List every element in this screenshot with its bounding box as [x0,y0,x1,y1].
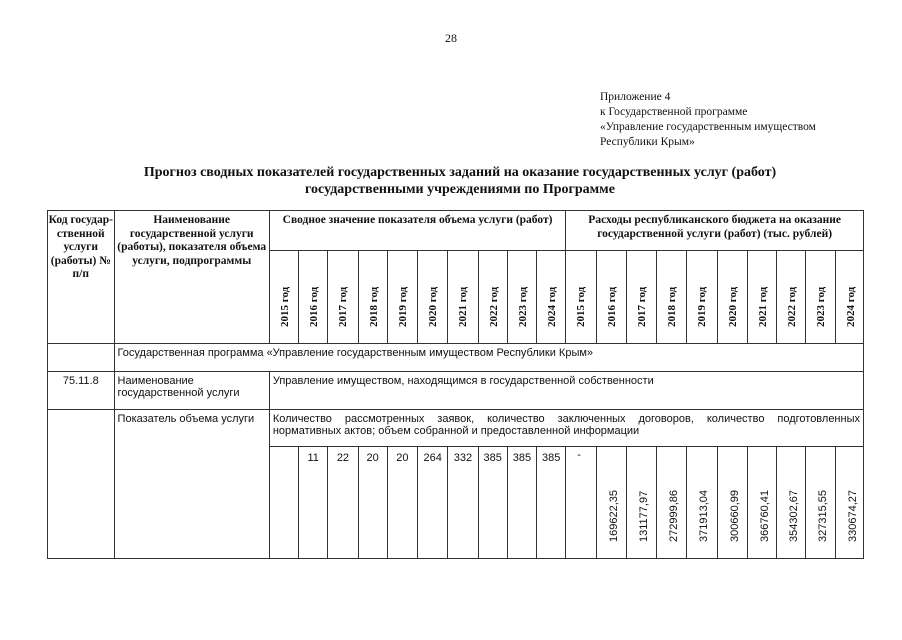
year-label: 2021 год [457,286,470,327]
expense-number: 131177,97 [637,490,650,542]
expense-year-header [747,251,776,344]
service-label: Наименование государственной услуги [114,372,269,410]
year-label: 2018 год [367,286,380,327]
service-code: 75.11.8 [48,372,115,410]
expense-number: 300660,99 [728,490,741,542]
document-title [0,164,902,198]
volume-year-header [269,251,298,344]
expense-year-header [835,251,864,344]
expense-number: 354302,67 [788,490,801,542]
expense-year-header [777,251,806,344]
volume-value: 332 [448,447,478,559]
appendix-line: Приложение 4 [600,91,671,103]
expense-number: 327315,55 [817,490,830,542]
year-label: 2017 год [635,286,648,327]
volume-year-header [537,251,566,344]
expense-dash: - [577,449,581,461]
expense-year-header [657,251,687,344]
year-label: 2024 год [546,286,559,327]
volume-value: 385 [478,447,507,559]
appendix-note [600,90,816,150]
volume-value: 385 [507,447,536,559]
expense-value [717,447,747,559]
volume-value: 385 [537,447,566,559]
expense-year-header [566,251,596,344]
volume-value [269,447,298,559]
volume-year-header [418,251,448,344]
page-number: 28 [445,31,457,45]
volume-value: 20 [387,447,417,559]
expense-year-header [687,251,717,344]
year-label: 2015 год [278,286,291,327]
expense-number: 169622,35 [607,490,620,542]
year-label: 2015 год [575,286,588,327]
header-code: Код государ-ственной услуги (работы) № п/п [48,211,115,344]
expense-number: 366760,41 [758,490,771,542]
expense-year-header [806,251,835,344]
indicator-value: Количество рассмотренных заявок, количество заключенных договоров, количество подготовленных нормативных актов; объем собранной и предоставленной информации [269,410,863,447]
expense-value [596,447,626,559]
header-volume: Сводное значение показателя объема услуги (работ) [269,211,565,251]
expense-value [806,447,835,559]
expense-year-header [626,251,656,344]
program-code-cell [48,344,115,372]
program-row: Государственная программа «Управление государственным имуществом Республики Крым» [114,344,863,372]
year-label: 2020 год [427,286,440,327]
year-label: 2023 год [815,286,828,327]
year-label: 2019 год [396,286,409,327]
year-label: 2022 год [786,286,799,327]
volume-year-header [448,251,478,344]
expense-value [777,447,806,559]
expense-value [626,447,656,559]
expense-year-header [717,251,747,344]
expense-value [687,447,717,559]
header-name: Наименование государственной услуги (работы), показателя объема услуги, подпрограммы [114,211,269,344]
volume-year-header [387,251,417,344]
year-label: 2017 год [337,286,350,327]
year-label: 2016 год [605,286,618,327]
year-label: 2020 год [726,286,739,327]
indicator-label: Показатель объема услуги [114,410,269,559]
service-value: Управление имуществом, находящимся в государственной собственности [269,372,863,410]
volume-value: 11 [299,447,328,559]
year-label: 2024 год [844,286,857,327]
expense-number: 272999,86 [668,490,681,542]
year-label: 2016 год [308,286,321,327]
year-label: 2021 год [756,286,769,327]
header-expense: Расходы республиканского бюджета на оказание государственной услуги (работ) (тыс. рублей) [566,211,864,251]
year-label: 2022 год [487,286,500,327]
volume-year-header [478,251,507,344]
expense-number: 371913,04 [698,490,711,542]
expense-number: 330674,27 [846,490,859,542]
volume-year-header [299,251,328,344]
volume-year-header [507,251,536,344]
year-label: 2019 год [696,286,709,327]
year-label: 2018 год [666,286,679,327]
expense-year-header [596,251,626,344]
volume-year-header [358,251,387,344]
expense-value [566,447,596,559]
title-line-1: Прогноз сводных показателей государственных заданий на оказание государственных услуг (работ) [143,165,777,180]
volume-value: 264 [418,447,448,559]
volume-value: 20 [358,447,387,559]
expense-value [835,447,864,559]
appendix-line: «Управление государственным имуществом [600,121,816,133]
appendix-line: Республики Крым» [600,136,695,148]
appendix-line: к Государственной программе [600,106,748,118]
expense-value [747,447,776,559]
forecast-table [47,210,864,559]
indicator-code-cell [48,410,115,559]
year-label: 2023 год [516,286,529,327]
volume-year-header [328,251,358,344]
expense-value [657,447,687,559]
volume-value: 22 [328,447,358,559]
title-line-2: государственными учреждениями по Программе [305,182,615,197]
